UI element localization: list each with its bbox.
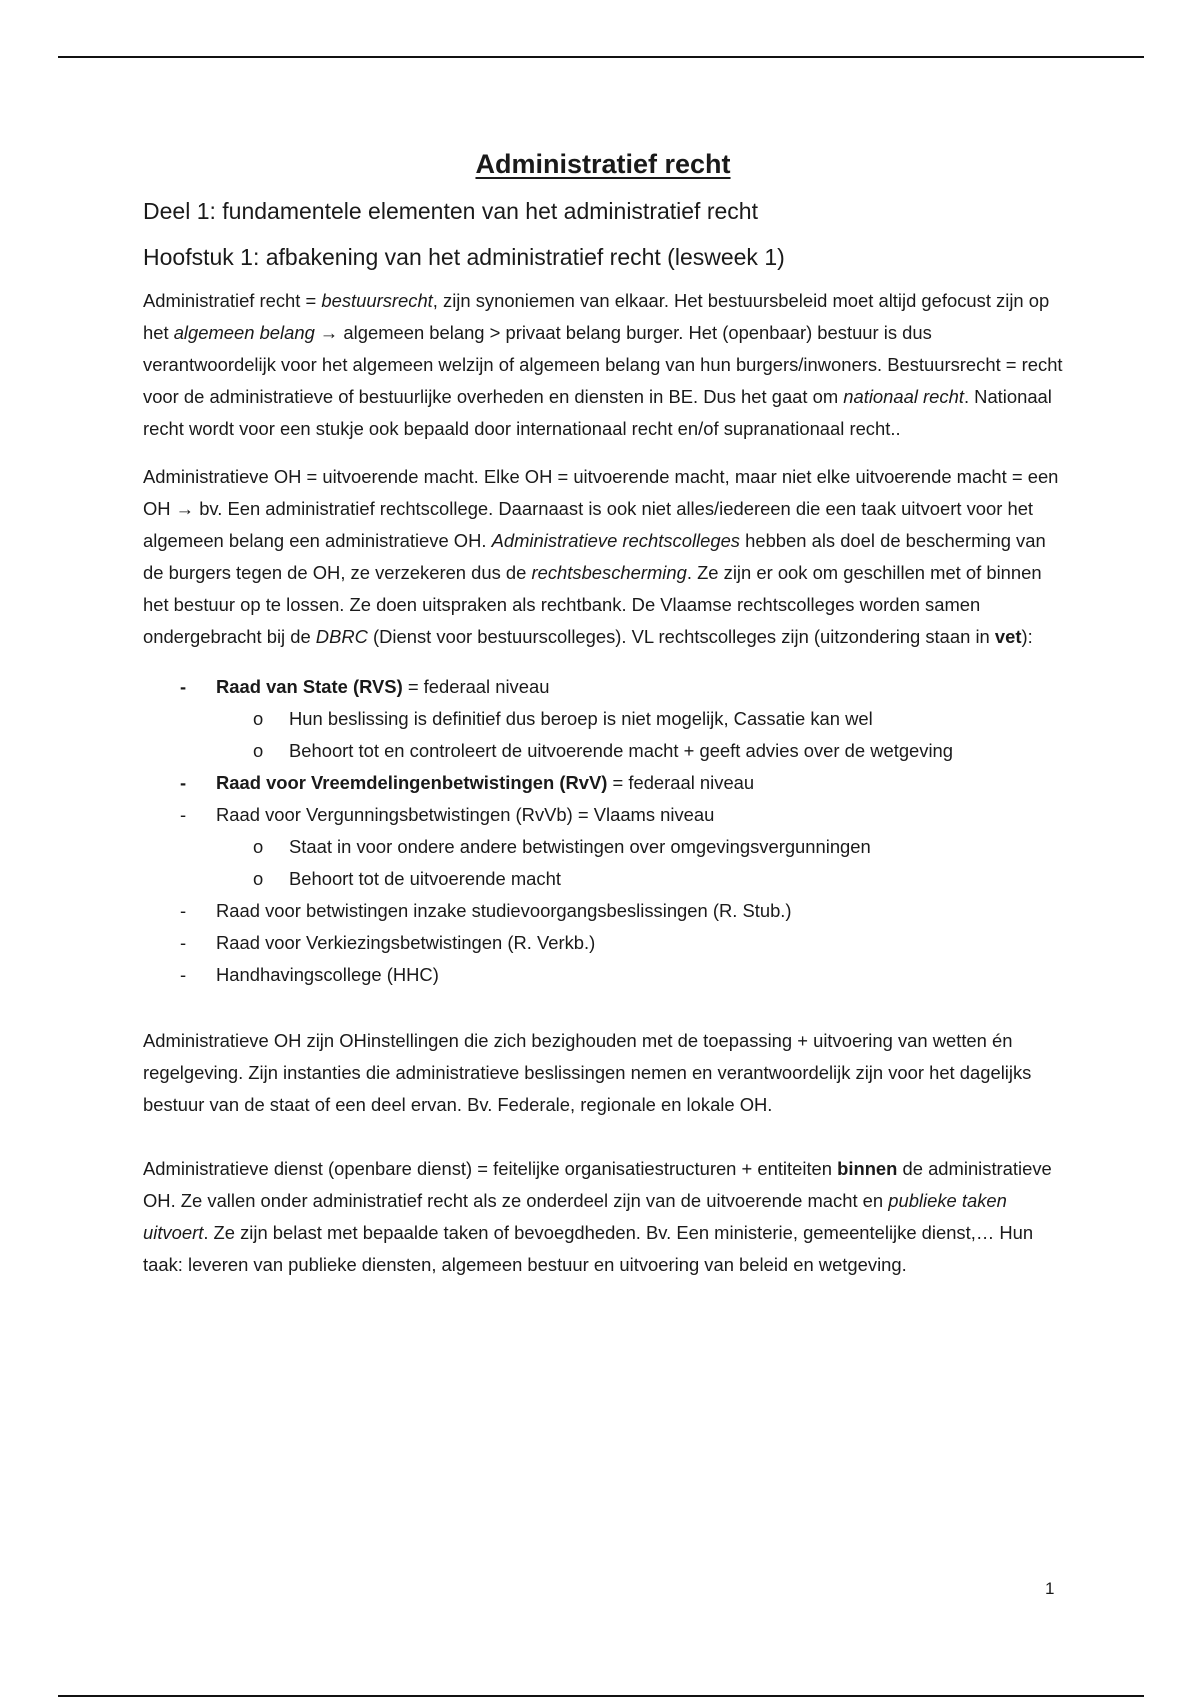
page-number: 1 bbox=[1045, 1579, 1055, 1598]
list-item-rverkb: - Raad voor Verkiezingsbetwistingen (R. Verkb.) bbox=[143, 927, 1063, 959]
courts-list bbox=[143, 671, 1063, 991]
header-rule bbox=[58, 56, 1144, 58]
paragraph-administrative-oh: Administratieve OH = uitvoerende macht. Elke OH = uitvoerende macht, maar niet elke uitvoerende macht = een OH → bv. Een administratief rechtscollege. Daarnaast is ook niet alles/iedereen die een taak uitvoert voor het algemeen belang een administratieve OH. Administratieve rechtscolleges hebben als doel de bescherming van de burgers tegen de OH, ze verzekeren dus de rechtsbescherming. Ze zijn er ook om geschillen met of binnen het bestuur op te lossen. Ze doen uitspraken als rechtbank. De Vlaamse rechtscolleges worden samen ondergebracht bij de DBRC (Dienst voor bestuurscolleges). VL rechtscolleges zijn (uitzondering staan in vet): bbox=[143, 466, 1059, 647]
document-title: Administratief recht bbox=[475, 149, 731, 179]
paragraph-administrative-service: Administratieve dienst (openbare dienst) = feitelijke organisatiestructuren + entiteiten binnen de administratieve OH. Ze vallen onder administratief recht als ze onderdeel zijn van de uitvoerende macht en publieke taken uitvoert. Ze zijn belast met bepaalde taken of bevoegdheden. Bv. Een ministerie, gemeentelijke dienst,… Hun taak: leveren van publieke diensten, algemeen bestuur en uitvoering van beleid en wetgeving. bbox=[143, 1158, 1052, 1275]
footer-rule bbox=[58, 1695, 1144, 1697]
list-item-rvvb: - Raad voor Vergunningsbetwistingen (RvVb) = Vlaams niveau o Staat in voor ondere andere betwistingen over omgevingsvergunningen o Behoort tot de uitvoerende macht bbox=[143, 799, 1063, 895]
sublist-rvvb bbox=[216, 831, 1063, 895]
list-item-rvs: - Raad van State (RVS) = federaal niveau o Hun beslissing is definitief dus beroep is niet mogelijk, Cassatie kan wel o Behoort tot en controleert de uitvoerende macht + geeft advies over de wetgeving bbox=[143, 671, 1063, 767]
arrow-right-icon: → bbox=[319, 322, 339, 343]
paragraph-oh-institutions: Administratieve OH zijn OHinstellingen die zich bezighouden met de toepassing + uitvoering van wetten én regelgeving. Zijn instanties die administratieve beslissingen nemen en verantwoordelijk zijn voor het dagelijks bestuur van de staat of een deel ervan. Bv. Federale, regionale en lokale OH. bbox=[143, 1030, 1032, 1115]
list-item-rvv: - Raad voor Vreemdelingenbetwistingen (RvV) = federaal niveau bbox=[143, 767, 1063, 799]
arrow-right-icon: → bbox=[175, 498, 195, 519]
list-item-rstub: - Raad voor betwistingen inzake studievoorgangsbeslissingen (R. Stub.) bbox=[143, 895, 1063, 927]
paragraph-definition: Administratief recht = bestuursrecht, zijn synoniemen van elkaar. Het bestuursbeleid moet altijd gefocust zijn op het algemeen belang → algemeen belang > privaat belang burger. Het (openbaar) bestuur is dus verantwoordelijk voor het algemeen welzijn of algemeen belang van hun burgers/inwoners. Bestuursrecht = recht voor de administratieve of bestuurlijke overheden en diensten in BE. Dus het gaat om nationaal recht. Nationaal recht wordt voor een stukje ook bepaald door internationaal recht en/of supranationaal recht.. bbox=[143, 290, 1063, 439]
list-item: o Hun beslissing is definitief dus beroep is niet mogelijk, Cassatie kan wel bbox=[216, 703, 1063, 735]
list-item: o Behoort tot en controleert de uitvoerende macht + geeft advies over de wetgeving bbox=[216, 735, 1063, 767]
document-body bbox=[143, 146, 1063, 1281]
list-item-hhc: - Handhavingscollege (HHC) bbox=[143, 959, 1063, 991]
chapter-heading: Hoofstuk 1: afbakening van het administratief recht (lesweek 1) bbox=[143, 244, 785, 270]
list-item: o Behoort tot de uitvoerende macht bbox=[216, 863, 1063, 895]
list-item: o Staat in voor ondere andere betwistingen over omgevingsvergunningen bbox=[216, 831, 1063, 863]
sublist-rvs bbox=[216, 703, 1063, 767]
part-heading: Deel 1: fundamentele elementen van het administratief recht bbox=[143, 198, 758, 224]
